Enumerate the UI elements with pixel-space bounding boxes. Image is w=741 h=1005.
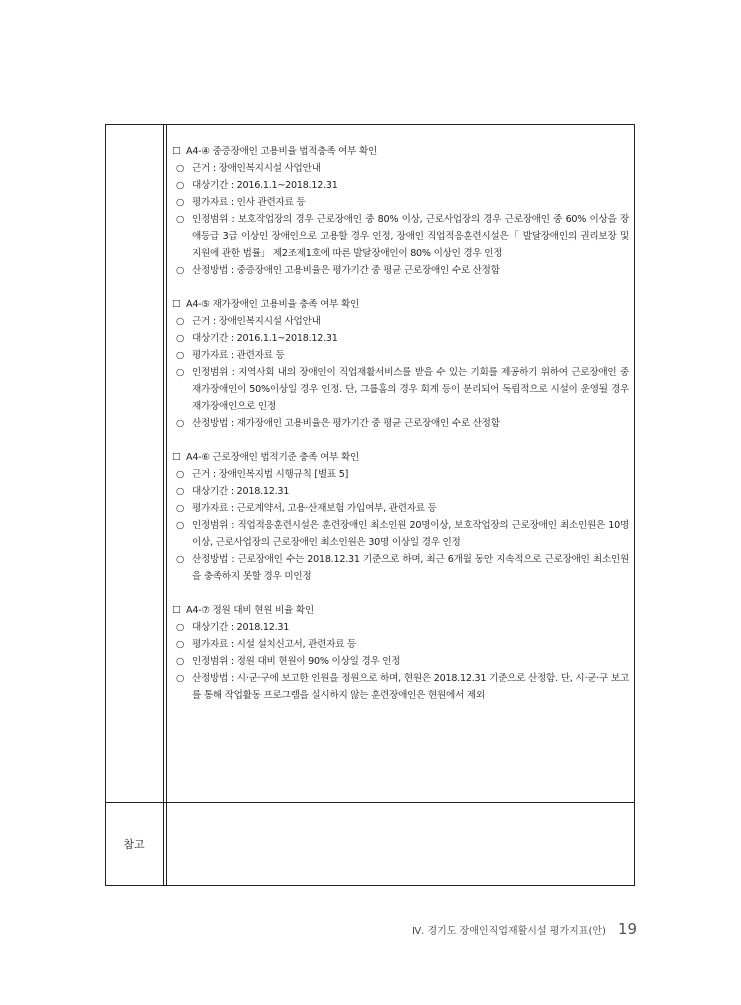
column-divider-double — [166, 124, 167, 886]
checkbox-bullet-icon: ☐ — [172, 299, 181, 310]
list-item: ○ 산정방법 : 시·군·구에 보고한 인원을 정원으로 하며, 현원은 2018.12.31 기준으로 산정함. 단, 시·군·구 보고를 통해 작업활동 프로그램을 실시하지 않는 훈련장애인은 현원에서 제외 — [172, 670, 629, 704]
list-item: ○ 대상기간 : 2018.12.31 — [172, 483, 629, 500]
section-a4-6 — [172, 449, 629, 585]
section-title-text: A4-④ 중증장애인 고용비율 법적충족 여부 확인 — [186, 146, 378, 157]
list-item: ○ 산정방법 : 중증장애인 고용비율은 평가기간 중 평균 근로장애인 수로 산정함 — [172, 262, 629, 279]
checkbox-bullet-icon: ☐ — [172, 146, 181, 157]
section-title-text: A4-⑦ 정원 대비 현원 비율 확인 — [186, 605, 314, 616]
page-footer — [412, 920, 637, 938]
row-divider — [105, 802, 635, 803]
section-a4-4 — [172, 143, 629, 279]
circle-bullet-icon: ○ — [176, 418, 185, 429]
list-item: ○ 산정방법 : 재가장애인 고용비율은 평가기간 중 평균 근로장애인 수로 산정함 — [172, 415, 629, 432]
list-item: ○ 대상기간 : 2016.1.1~2018.12.31 — [172, 330, 629, 347]
circle-bullet-icon: ○ — [176, 180, 185, 191]
circle-bullet-icon: ○ — [176, 673, 185, 684]
circle-bullet-icon: ○ — [176, 197, 185, 208]
section-title-text: A4-⑥ 근로장애인 법적기준 충족 여부 확인 — [186, 452, 359, 463]
list-item: ○ 평가자료 : 관련자료 등 — [172, 347, 629, 364]
circle-bullet-icon: ○ — [176, 554, 185, 565]
checkbox-bullet-icon: ☐ — [172, 605, 181, 616]
circle-bullet-icon: ○ — [176, 214, 185, 225]
circle-bullet-icon: ○ — [176, 639, 185, 650]
section-title — [172, 449, 629, 466]
list-item: ○ 인정범위 : 보호작업장의 경우 근로장애인 중 80% 이상, 근로사업장의 경우 근로장애인 중 60% 이상을 장애등급 3급 이상인 장애인으로 고용할 경우 인정, 장애인 직업적응훈련시설은「 발달장애인의 권리보장 및 지원에 관한 법률」 제2조제1호에 따른 발달장애인이 80% 이상인 경우 인정 — [172, 211, 629, 262]
circle-bullet-icon: ○ — [176, 520, 185, 531]
circle-bullet-icon: ○ — [176, 316, 185, 327]
reference-label: 참고 — [123, 838, 145, 851]
section-title-text: A4-⑤ 재가장애인 고용비율 충족 여부 확인 — [186, 299, 359, 310]
section-title — [172, 143, 629, 160]
circle-bullet-icon: ○ — [176, 367, 185, 378]
list-item: ○ 평가자료 : 시설 설치신고서, 관련자료 등 — [172, 636, 629, 653]
section-a4-5 — [172, 296, 629, 432]
list-item: ○ 인정범위 : 정원 대비 현원이 90% 이상일 경우 인정 — [172, 653, 629, 670]
footer-title: Ⅳ. 경기도 장애인직업재활시설 평가지표(안) — [411, 926, 606, 937]
circle-bullet-icon: ○ — [176, 333, 185, 344]
list-item: ○ 인정범위 : 지역사회 내의 장애인이 직업재활서비스를 받을 수 있는 기회를 제공하기 위하여 근로장애인 중 재가장애인이 50%이상일 경우 인정. 단, 그룹홈의 경우 회계 등이 분리되어 독립적으로 시설이 운영될 경우 재가장애인으로 인정 — [172, 364, 629, 415]
list-item: ○ 대상기간 : 2016.1.1~2018.12.31 — [172, 177, 629, 194]
column-divider — [163, 124, 164, 886]
circle-bullet-icon: ○ — [176, 469, 185, 480]
circle-bullet-icon: ○ — [176, 486, 185, 497]
page-number: 19 — [617, 920, 637, 938]
checkbox-bullet-icon: ☐ — [172, 452, 181, 463]
circle-bullet-icon: ○ — [176, 656, 185, 667]
list-item: ○ 평가자료 : 인사 관련자료 등 — [172, 194, 629, 211]
circle-bullet-icon: ○ — [176, 265, 185, 276]
list-item: ○ 평가자료 : 근로계약서, 고용·산재보험 가입여부, 관련자료 등 — [172, 500, 629, 517]
list-item: ○ 근거 : 장애인복지시설 사업안내 — [172, 160, 629, 177]
circle-bullet-icon: ○ — [176, 622, 185, 633]
section-title — [172, 296, 629, 313]
circle-bullet-icon: ○ — [176, 350, 185, 361]
list-item: ○ 근거 : 장애인복지법 시행규칙 [별표 5] — [172, 466, 629, 483]
list-item: ○ 대상기간 : 2018.12.31 — [172, 619, 629, 636]
section-title — [172, 602, 629, 619]
list-item: ○ 근거 : 장애인복지시설 사업안내 — [172, 313, 629, 330]
list-item: ○ 산정방법 : 근로장애인 수는 2018.12.31 기준으로 하며, 최근 6개월 동안 지속적으로 근로장애인 최소인원을 충족하지 못할 경우 미인정 — [172, 551, 629, 585]
criteria-content — [172, 143, 629, 721]
circle-bullet-icon: ○ — [176, 503, 185, 514]
list-item: ○ 인정범위 : 직업적응훈련시설은 훈련장애인 최소인원 20명이상, 보호작업장의 근로장애인 최소인원은 10명 이상, 근로사업장의 근로장애인 최소인원은 30명 이상일 경우 인정 — [172, 517, 629, 551]
section-a4-7 — [172, 602, 629, 704]
circle-bullet-icon: ○ — [176, 163, 185, 174]
